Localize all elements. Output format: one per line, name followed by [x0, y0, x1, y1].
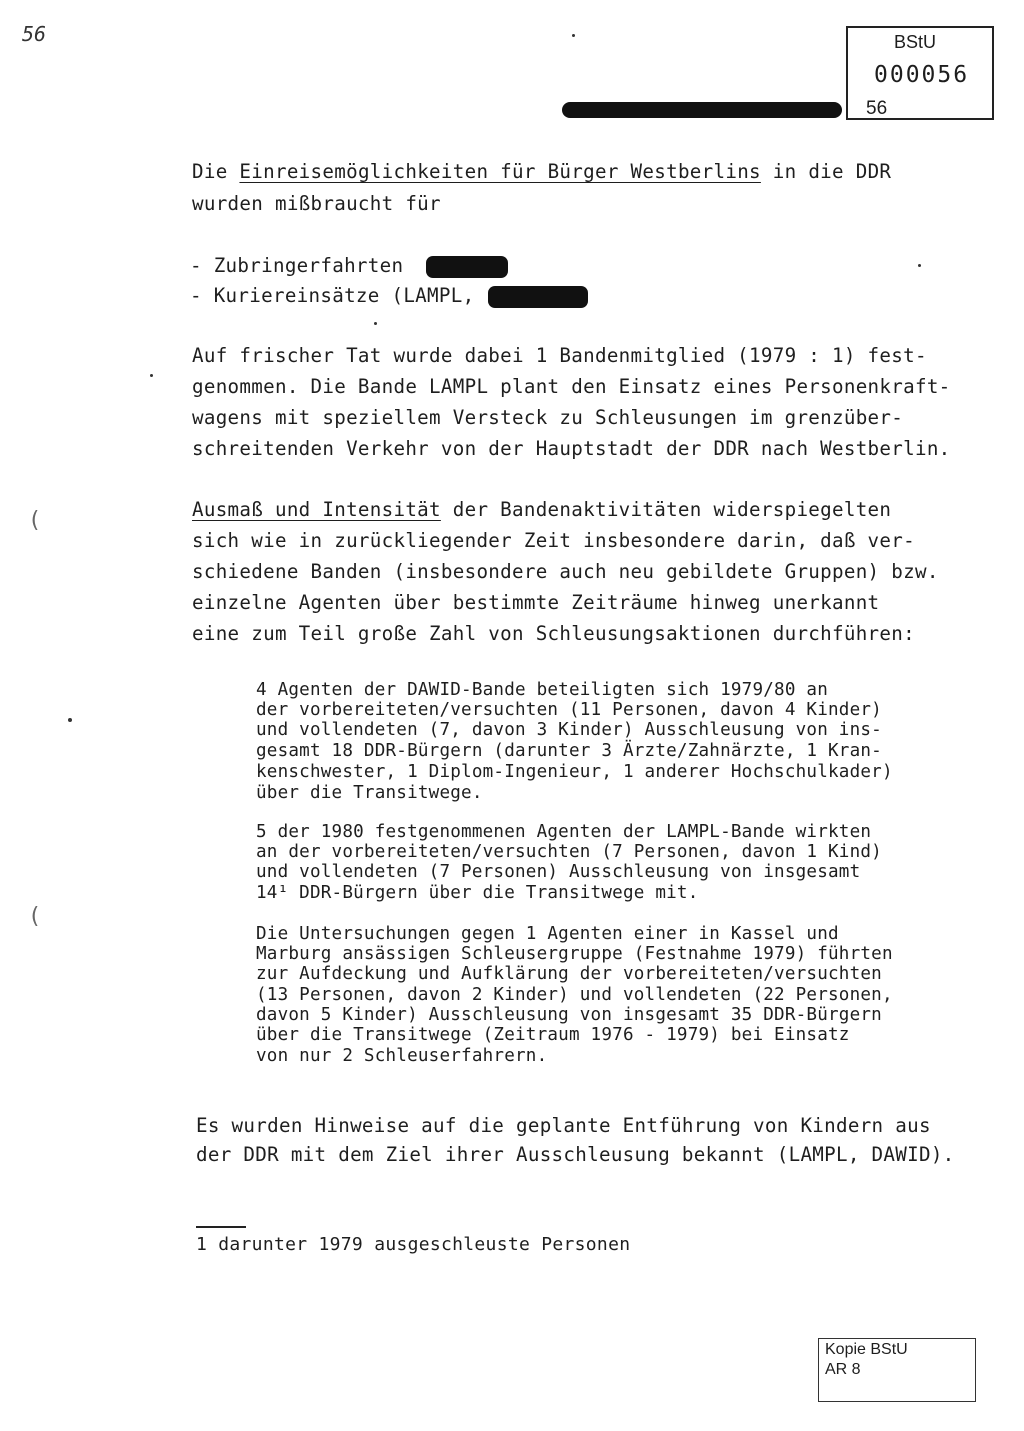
redaction-block [426, 256, 508, 278]
scan-speck [918, 264, 921, 267]
block-1-line: kenschwester, 1 Diplom-Ingenieur, 1 anderer Hochschulkader) [256, 762, 893, 782]
page-number: 56 [866, 98, 888, 119]
block-3-line: von nur 2 Schleuserfahrern. [256, 1046, 548, 1066]
paragraph-1-underlined: Einreisemöglichkeiten für Bürger Westberlins [239, 160, 761, 183]
paragraph-3-line: sich wie in zurückliegender Zeit insbesondere darin, daß ver- [192, 529, 915, 552]
archive-stamp-number: 000056 [874, 62, 970, 88]
paragraph-3-line-1 [192, 498, 891, 521]
scan-speck [374, 322, 377, 325]
list-item-zubringerfahrten: - Zubringerfahrten [190, 254, 404, 277]
list-item-kuriereinsaetze: - Kuriereinsätze (LAMPL, [190, 284, 475, 307]
block-3-line: über die Transitwege (Zeitraum 1976 - 1979) bei Einsatz [256, 1025, 850, 1045]
paragraph-2-line: genommen. Die Bande LAMPL plant den Einsatz eines Personenkraft- [192, 375, 951, 398]
paragraph-2-line: schreitenden Verkehr von der Hauptstadt der DDR nach Westberlin. [192, 437, 951, 460]
block-1-line: der vorbereiteten/versuchten (11 Personen, davon 4 Kinder) [256, 700, 882, 720]
copy-stamp-line-1: Kopie BStU [825, 1341, 908, 1358]
paragraph-3-line: schiedene Banden (insbesondere auch neu gebildete Gruppen) bzw. [192, 560, 939, 583]
block-2-line: 14¹ DDR-Bürgern über die Transitwege mit. [256, 883, 699, 903]
block-2-line: 5 der 1980 festgenommenen Agenten der LAMPL-Bande wirkten [256, 822, 872, 842]
scan-speck [572, 34, 575, 37]
block-3-line: Die Untersuchungen gegen 1 Agenten einer in Kassel und [256, 924, 839, 944]
handwritten-page-number: 56 [22, 22, 47, 46]
block-2-line: an der vorbereiteten/versuchten (7 Personen, davon 1 Kind) [256, 842, 882, 862]
paragraph-3-underlined: Ausmaß und Intensität [192, 498, 441, 521]
block-3-line: zur Aufdeckung und Aufklärung der vorbereiteten/versuchten [256, 964, 882, 984]
block-2-line: und vollendeten (7 Personen) Ausschleusung von insgesamt [256, 862, 861, 882]
scan-speck [150, 374, 153, 377]
margin-mark: ( [28, 904, 42, 929]
paragraph-1-line-2: wurden mißbraucht für [192, 192, 441, 215]
paragraph-2-line: Auf frischer Tat wurde dabei 1 Bandenmitglied (1979 : 1) fest- [192, 344, 927, 367]
block-1-line: 4 Agenten der DAWID-Bande beteiligten sich 1979/80 an [256, 680, 828, 700]
paragraph-3-line: einzelne Agenten über bestimmte Zeiträume hinweg unerkannt [192, 591, 880, 614]
archive-stamp-title: BStU [894, 32, 937, 52]
paragraph-2-line: wagens mit speziellem Versteck zu Schleusungen im grenzüber- [192, 406, 904, 429]
block-1-line: und vollendeten (7, davon 3 Kinder) Ausschleusung von ins- [256, 720, 882, 740]
footnote: 1 darunter 1979 ausgeschleuste Personen [196, 1234, 631, 1255]
block-3-line: (13 Personen, davon 2 Kinder) und vollendeten (22 Personen, [256, 985, 893, 1005]
copy-stamp [818, 1338, 976, 1402]
margin-mark: ( [28, 508, 42, 533]
block-1-line: über die Transitwege. [256, 783, 483, 803]
paragraph-4-line: der DDR mit dem Ziel ihrer Ausschleusung bekannt (LAMPL, DAWID). [196, 1143, 955, 1166]
footnote-rule [196, 1226, 246, 1228]
paragraph-3-rest: der Bandenaktivitäten widerspiegelten [440, 498, 892, 521]
block-3-line: davon 5 Kinder) Ausschleusung von insgesamt 35 DDR-Bürgern [256, 1005, 882, 1025]
scan-speck [68, 718, 72, 722]
block-3-line: Marburg ansässigen Schleusergruppe (Festnahme 1979) führten [256, 944, 893, 964]
top-redaction-bar [562, 102, 842, 118]
redaction-block [488, 286, 588, 308]
block-1-line: gesamt 18 DDR-Bürgern (darunter 3 Ärzte/Zahnärzte, 1 Kran- [256, 741, 882, 761]
paragraph-1-post: in die DDR [760, 160, 892, 183]
paragraph-3-line: eine zum Teil große Zahl von Schleusungsaktionen durchführen: [192, 622, 915, 645]
paragraph-1-line-1 [192, 160, 891, 183]
paragraph-4-line: Es wurden Hinweise auf die geplante Entführung von Kindern aus [196, 1114, 931, 1137]
paragraph-1-pre: Die [192, 160, 240, 183]
copy-stamp-line-2: AR 8 [825, 1361, 861, 1378]
